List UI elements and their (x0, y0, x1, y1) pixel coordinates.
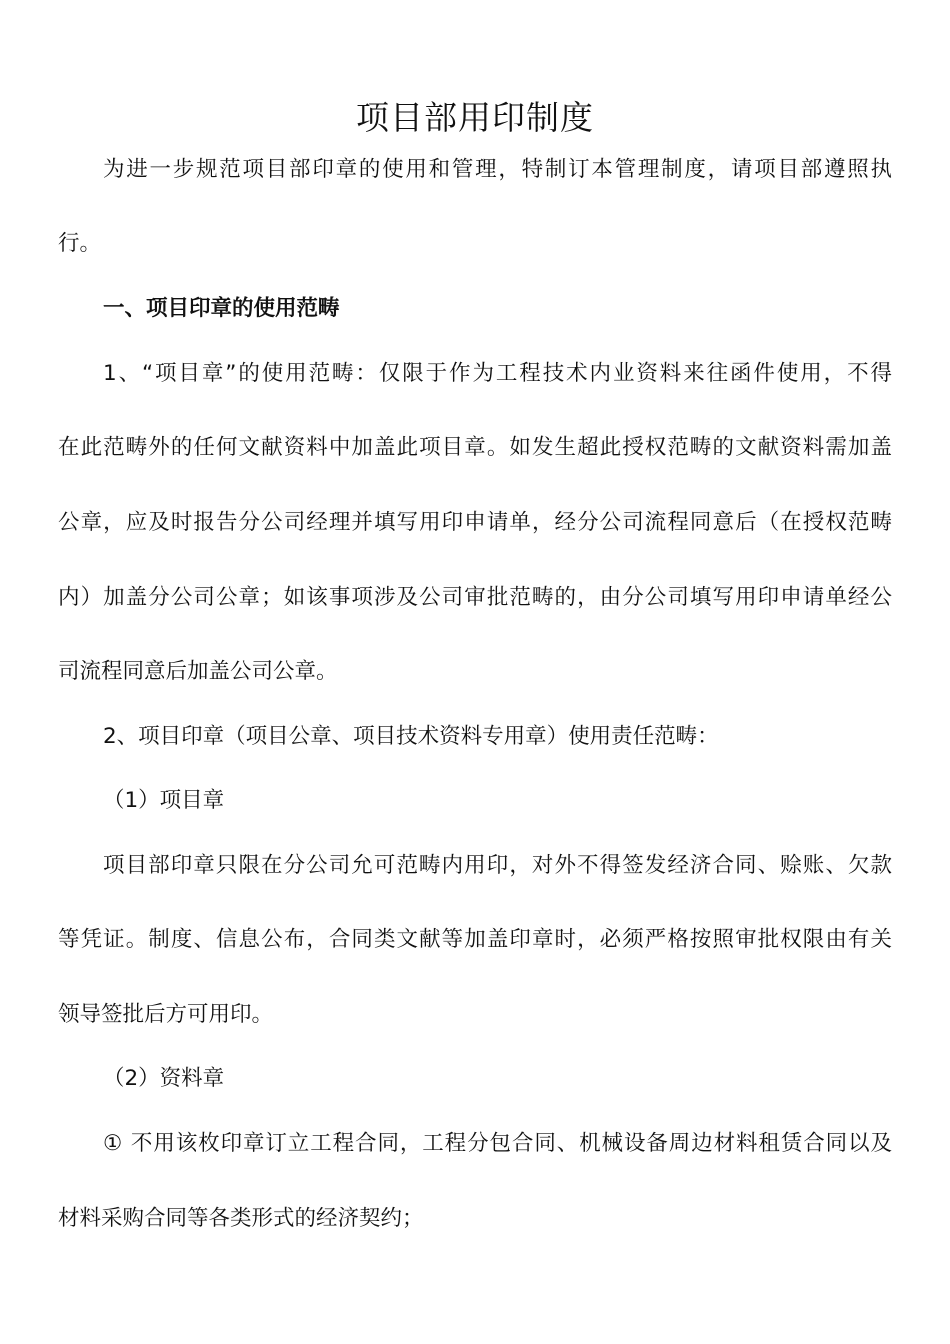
clause-1-line: 内）加盖分公司公章；如该事项涉及公司审批范畴的，由分公司填写用印申请单经公 (58, 585, 892, 610)
subsection-2-line: ① 不用该枚印章订立工程合同，工程分包合同、机械设备周边材料租赁合同以及 (103, 1131, 892, 1156)
clause-1-line: 1、“项目章”的使用范畴：仅限于作为工程技术内业资料来往函件使用，不得 (103, 361, 892, 386)
subsection-2-line: 材料采购合同等各类形式的经济契约； (58, 1206, 424, 1231)
clause-1-line: 司流程同意后加盖公司公章。 (58, 659, 338, 684)
section-heading: 一、项目印章的使用范畴 (103, 296, 340, 321)
subsection-heading: （2）资料章 (103, 1066, 225, 1091)
document-title: 项目部用印制度 (356, 98, 594, 137)
intro-paragraph-line: 行。 (58, 231, 102, 256)
subsection-heading: （1）项目章 (103, 788, 225, 813)
clause-1-line: 公章，应及时报告分公司经理并填写用印申请单，经分公司流程同意后（在授权范畴 (58, 510, 892, 535)
intro-paragraph-line: 为进一步规范项目部印章的使用和管理，特制订本管理制度，请项目部遵照执 (103, 157, 892, 182)
subsection-1-line: 项目部印章只限在分公司允可范畴内用印，对外不得签发经济合同、赊账、欠款 (103, 853, 892, 878)
subsection-1-line: 等凭证。制度、信息公布，合同类文献等加盖印章时，必须严格按照审批权限由有关 (58, 927, 892, 952)
clause-2-heading: 2、项目印章（项目公章、项目技术资料专用章）使用责任范畴： (103, 724, 719, 749)
subsection-1-line: 领导签批后方可用印。 (58, 1002, 274, 1027)
clause-1-line: 在此范畴外的任何文献资料中加盖此项目章。如发生超此授权范畴的文献资料需加盖 (58, 435, 892, 460)
